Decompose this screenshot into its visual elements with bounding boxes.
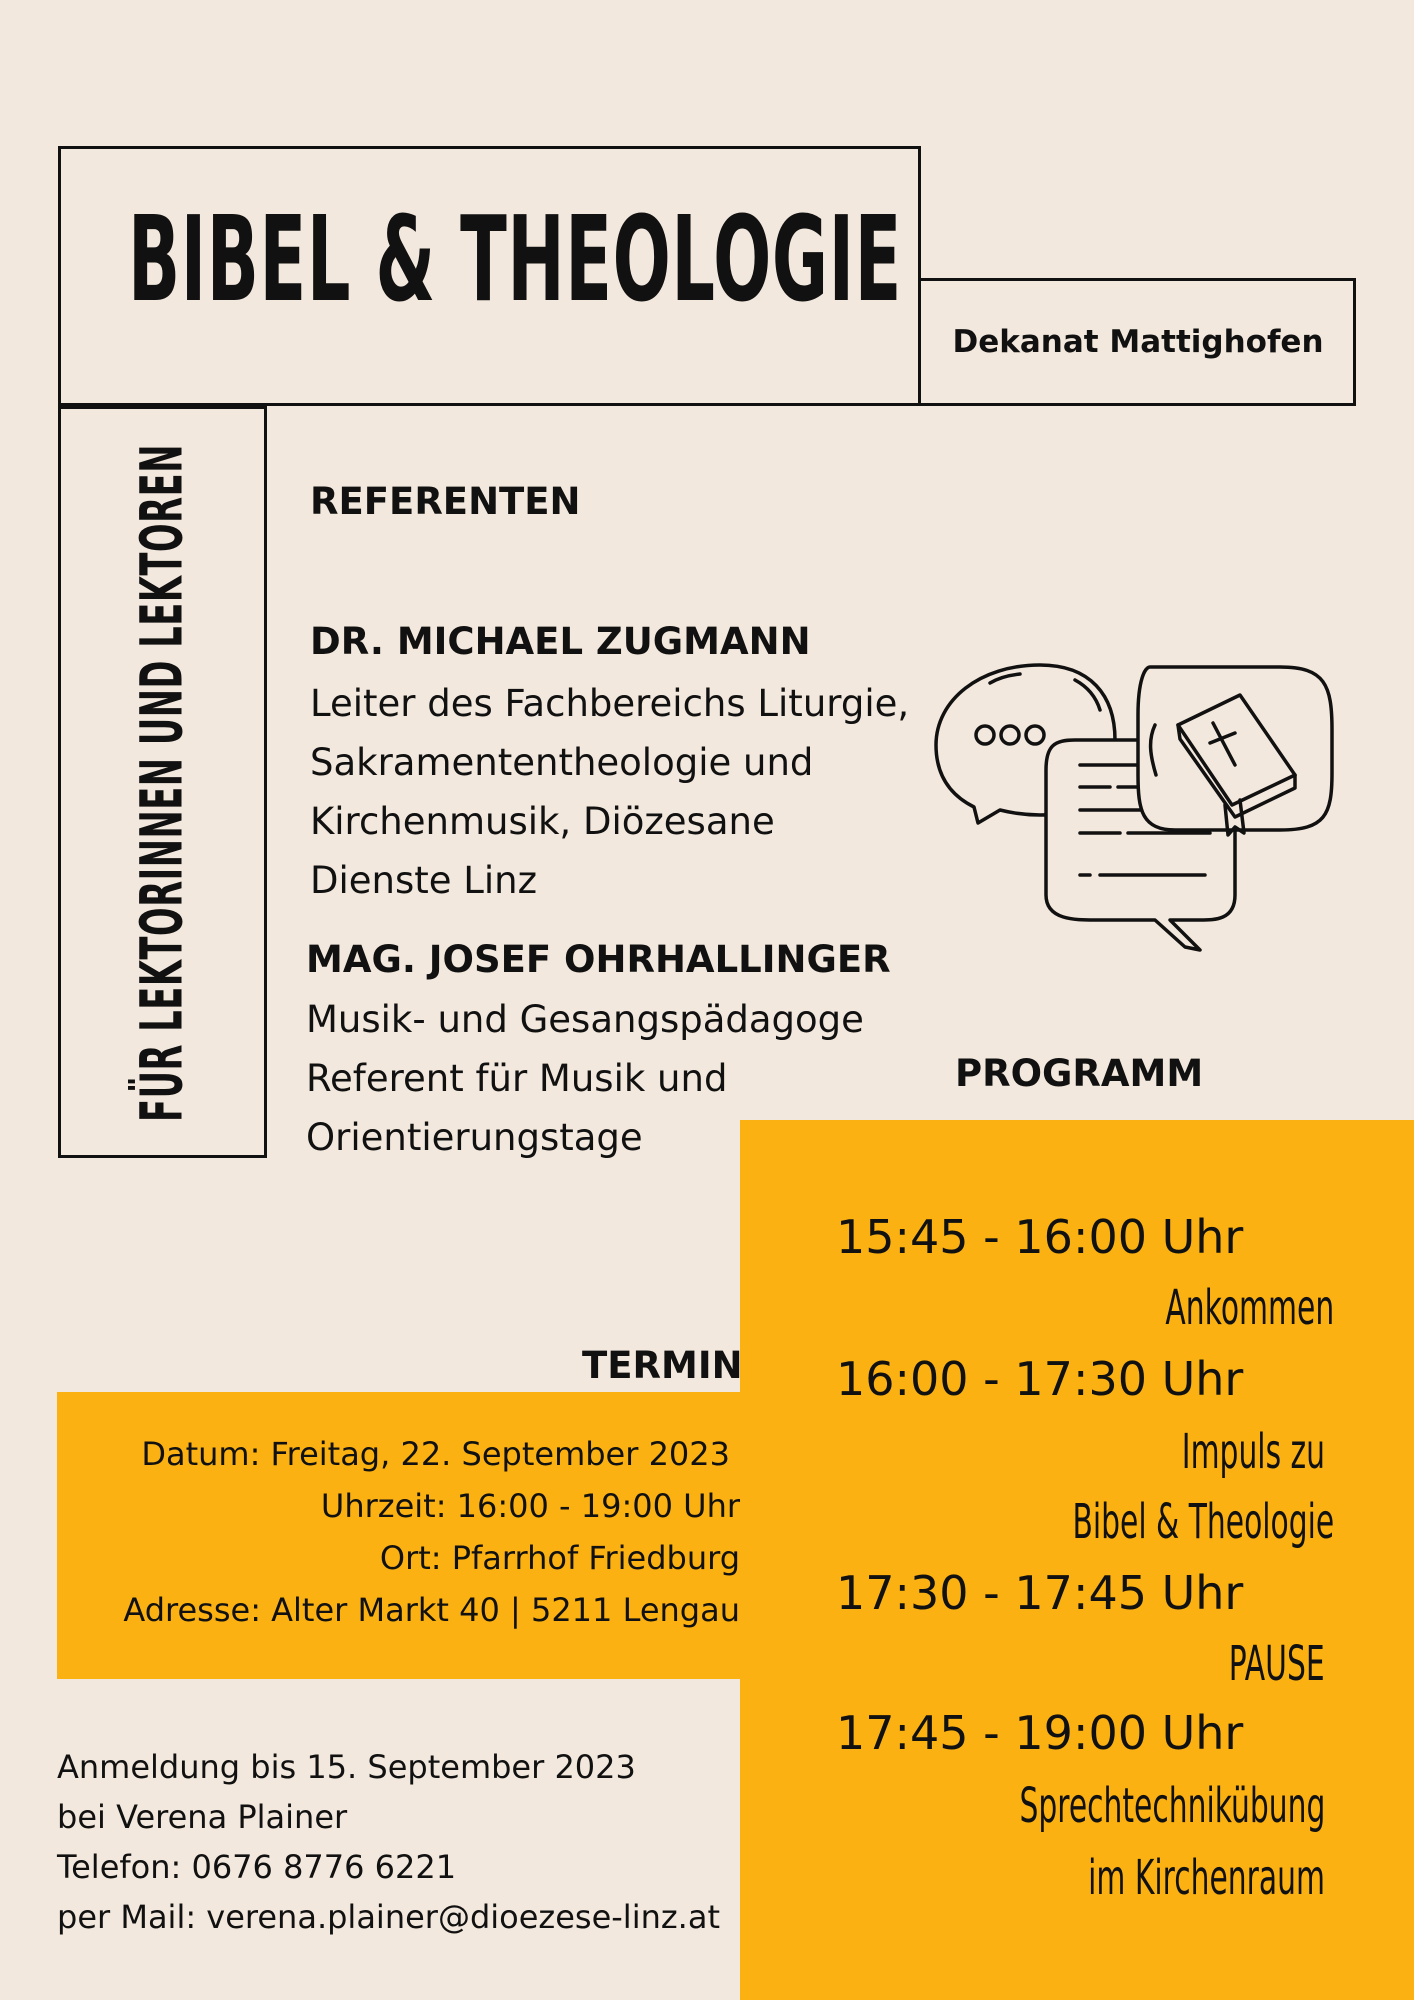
speaker-2-name: MAG. JOSEF OHRHALLINGER (306, 938, 891, 981)
termin-datum: Datum: Freitag, 22. September 2023 (141, 1435, 730, 1473)
speaker-1-line: Kirchenmusik, Diözesane (310, 800, 775, 843)
anmeldung-telefon: Telefon: 0676 8776 6221 (57, 1848, 457, 1886)
speaker-2-line: Orientierungstage (306, 1116, 643, 1159)
program-activity: im Kirchenraum (1088, 1850, 1325, 1906)
program-activity: Sprechtechnikübung (1019, 1778, 1325, 1834)
termin-details (123, 1428, 740, 1636)
anmeldung-contact: bei Verena Plainer (57, 1798, 348, 1836)
chat-bubbles-bible-icon (930, 655, 1340, 955)
program-time: 17:45 - 19:00 Uhr (836, 1706, 1244, 1760)
termin-ort: Ort: Pfarrhof Friedburg (379, 1539, 740, 1577)
speaker-1-line: Sakramententheologie und (310, 741, 814, 784)
speaker-2-line: Musik- und Gesangspädagoge (306, 998, 864, 1041)
termin-heading: TERMIN (582, 1344, 743, 1387)
speaker-1-name: DR. MICHAEL ZUGMANN (310, 620, 811, 663)
referenten-heading: REFERENTEN (310, 480, 581, 523)
anmeldung-deadline: Anmeldung bis 15. September 2023 (57, 1748, 636, 1786)
program-activity: PAUSE (1229, 1636, 1325, 1692)
speaker-1-line: Leiter des Fachbereichs Liturgie, (310, 682, 910, 725)
anmeldung-mail[interactable]: per Mail: verena.plainer@dioezese-linz.at (57, 1898, 720, 1936)
dekanat-label: Dekanat Mattighofen (952, 324, 1324, 360)
audience-label: FÜR LEKTORINNEN UND LEKTOREN (127, 444, 196, 1122)
programm-heading: PROGRAMM (955, 1052, 1204, 1095)
program-time: 17:30 - 17:45 Uhr (836, 1566, 1244, 1620)
termin-uhrzeit: Uhrzeit: 16:00 - 19:00 Uhr (320, 1487, 740, 1525)
anmeldung-block (57, 1742, 720, 1942)
program-activity: Ankommen (1165, 1280, 1334, 1336)
audience-label-wrap (58, 408, 265, 1158)
page-title: BIBEL & THEOLOGIE (128, 190, 903, 328)
speaker-1-line: Dienste Linz (310, 859, 538, 902)
speaker-1-description (310, 674, 909, 910)
program-activity: Impuls zu (1181, 1424, 1325, 1480)
program-activity: Bibel & Theologie (1072, 1494, 1334, 1550)
speaker-2-line: Referent für Musik und (306, 1057, 728, 1100)
program-time: 15:45 - 16:00 Uhr (836, 1210, 1244, 1264)
termin-adresse: Adresse: Alter Markt 40 | 5211 Lengau (123, 1591, 740, 1629)
program-time: 16:00 - 17:30 Uhr (836, 1352, 1244, 1406)
